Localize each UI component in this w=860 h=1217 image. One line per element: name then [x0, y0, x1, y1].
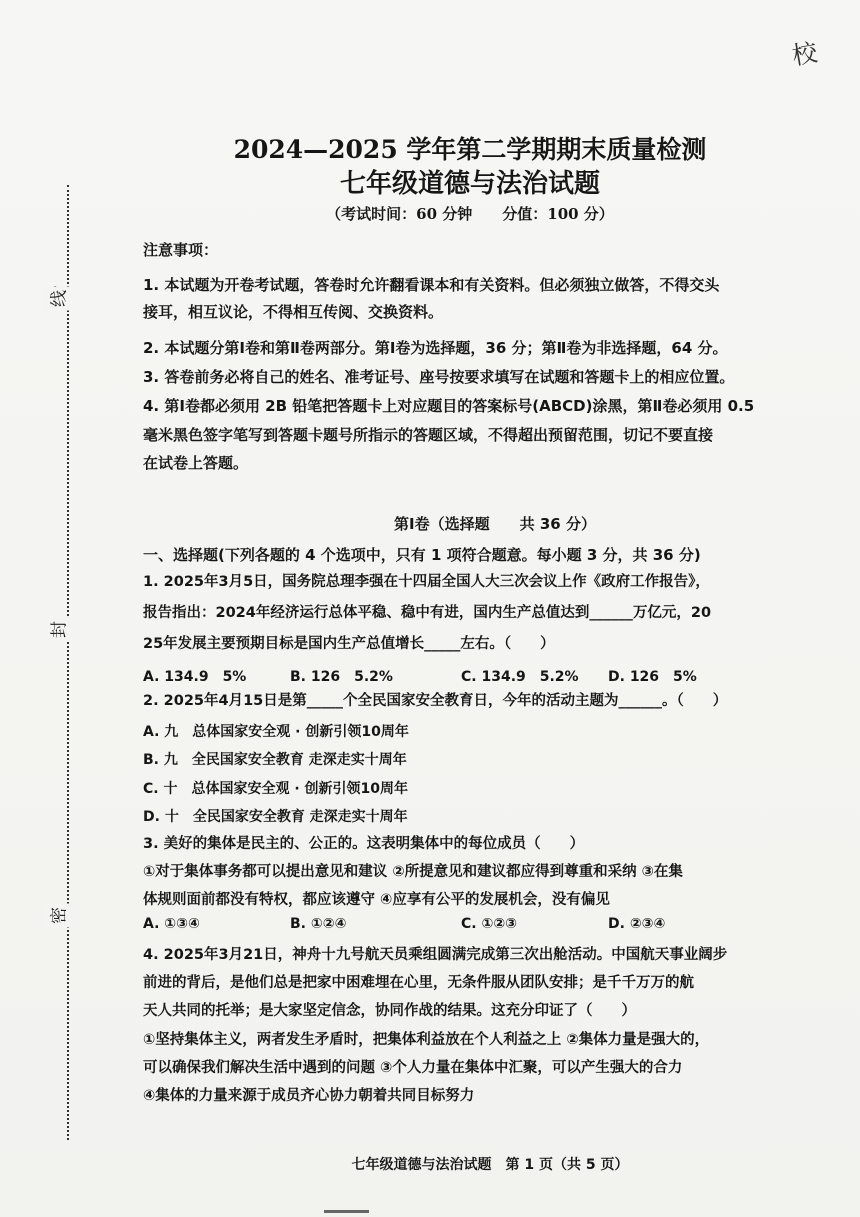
section-heading: 第Ⅰ卷（选择题 共 36 分） [394, 515, 596, 533]
question-2-text: 2. 2025年4月15日是第_____个全民国家安全教育日，今年的活动主题为______。（ ） [143, 693, 728, 709]
note-line: 2. 本试题分第Ⅰ卷和第Ⅱ卷两部分。第Ⅰ卷为选择题，36 分；第Ⅱ卷为非选择题，64 分。 [143, 339, 728, 357]
choice-c: C. 134.9 5.2% [461, 669, 579, 685]
question-1-text: 1. 2025年3月5日，国务院总理李强在十四届全国人大三次会议上作《政府工作报告》， [143, 574, 710, 590]
page-footer: 七年级道德与法治试题 第 1 页（共 5 页） [351, 1157, 629, 1173]
note-line: 3. 答卷前务必将自己的姓名、准考证号、座号按要求填写在试题和答题卡上的相应位置。 [143, 368, 735, 386]
question-3-choices [143, 916, 763, 932]
choice-b: B. 126 5.2% [290, 669, 393, 685]
note-line: 接耳，相互议论，不得相互传阅、交换资料。 [143, 303, 444, 321]
notes-heading: 注意事项： [143, 241, 219, 259]
part-heading: 一、选择题(下列各题的 4 个选项中，只有 1 项符合题意。每小题 3 分，共 36 分) [143, 546, 701, 564]
question-2-option-c: C. 十 总体国家安全观 · 创新引领10周年 [143, 781, 409, 797]
question-4-text: ①坚持集体主义，两者发生矛盾时，把集体利益放在个人利益之上 ②集体力量是强大的， [143, 1032, 710, 1048]
binding-secret-label: 密 [45, 904, 70, 928]
choice-d: D. ②③④ [608, 916, 666, 932]
choice-d: D. 126 5% [608, 669, 697, 685]
binding-seal-label: 封 [45, 618, 70, 642]
note-line: 在试卷上答题。 [143, 454, 249, 472]
question-1-choices [143, 666, 763, 686]
handwritten-corner-mark: 校 [789, 38, 815, 71]
choice-a: A. 134.9 5% [143, 669, 247, 685]
question-4-text: 可以确保我们解决生活中遇到的问题 ③个人力量在集体中汇聚，可以产生强大的合力 [143, 1060, 683, 1076]
question-2-option-a: A. 九 总体国家安全观 · 创新引领10周年 [143, 724, 409, 740]
note-line: 1. 本试题为开卷考试题，答卷时允许翻看课本和有关资料。但必须独立做答，不得交头 [143, 276, 720, 294]
question-3-text: ①对于集体事务都可以提出意见和建议 ②所提意见和建议都应得到尊重和采纳 ③在集 [143, 864, 683, 880]
exam-subtitle: 七年级道德与法治试题 [339, 169, 600, 199]
question-3-text: 3. 美好的集体是民主的、公正的。这表明集体中的每位成员（ ） [143, 836, 585, 852]
binding-line-label: 线 [45, 287, 70, 311]
bottom-scan-mark [324, 1210, 369, 1213]
question-4-text: ④集体的力量来源于成员齐心协力朝着共同目标努力 [143, 1088, 475, 1104]
note-line: 毫米黑色签字笔写到答题卡题号所指示的答题区域，不得超出预留范围，切记不要直接 [143, 426, 714, 444]
choice-c: C. ①②③ [461, 916, 518, 932]
choice-b: B. ①②④ [290, 916, 347, 932]
question-4-text: 4. 2025年3月21日，神舟十九号航天员乘组圆满完成第三次出舱活动。中国航天事业阔步 [143, 947, 728, 963]
question-4-text: 前进的背后，是他们总是把家中困难埋在心里，无条件服从团队安排；是千千万万的航 [143, 975, 694, 991]
question-2-option-b: B. 九 全民国家安全教育 走深走实十周年 [143, 752, 407, 768]
note-line: 4. 第Ⅰ卷都必须用 2B 铅笔把答题卡上对应题目的答案标号(ABCD)涂黑，第Ⅱ卷必须用 0.5 [143, 397, 755, 415]
binding-dotted-line [67, 185, 69, 1140]
question-2-option-d: D. 十 全民国家安全教育 走深走实十周年 [143, 809, 408, 825]
exam-time-and-score: （考试时间：60 分钟 分值：100 分） [326, 205, 614, 223]
choice-a: A. ①③④ [143, 916, 200, 932]
question-3-text: 体规则面前都没有特权，都应该遵守 ④应享有公平的发展机会，没有偏见 [143, 892, 610, 908]
question-4-text: 天人共同的托举；是大家坚定信念，协同作战的结果。这充分印证了（ ） [143, 1003, 636, 1019]
question-1-text: 25年发展主要预期目标是国内生产总值增长_____左右。（ ） [143, 636, 555, 652]
exam-title: 2024—2025 学年第二学期期末质量检测 [233, 135, 707, 164]
question-1-text: 报告指出：2024年经济运行总体平稳、稳中有进，国内生产总值达到______万亿元，20 [143, 605, 712, 621]
